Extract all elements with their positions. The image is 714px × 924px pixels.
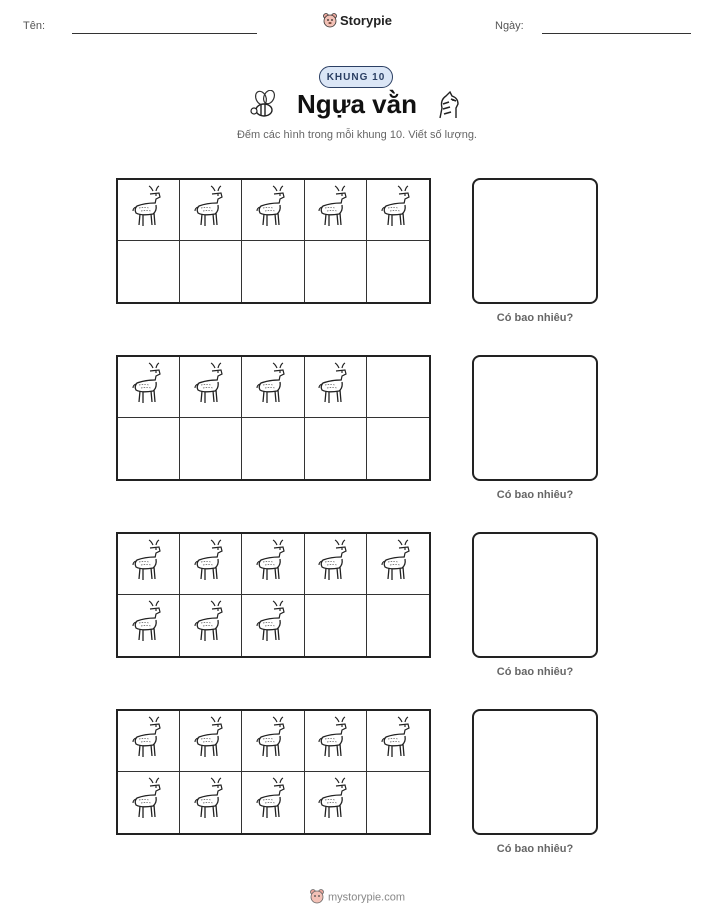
- antelope-icon: [315, 716, 355, 767]
- brand-logo: [0, 12, 714, 31]
- frame-cell: [242, 357, 304, 418]
- footer-bear-icon: [309, 888, 325, 907]
- frame-cell: [367, 534, 429, 595]
- frame-cell: [118, 357, 180, 418]
- question-label: Có bao nhiêu?: [496, 666, 574, 678]
- antelope-icon: [315, 539, 355, 590]
- ten-frame-4: [116, 709, 431, 835]
- page-title: Ngựa vằn: [297, 89, 417, 119]
- answer-box-4[interactable]: [472, 709, 598, 835]
- footer: [0, 888, 714, 907]
- antelope-icon: [191, 362, 231, 413]
- antelope-icon: [129, 716, 169, 767]
- frame-cell: [118, 241, 180, 302]
- frame-cell: [305, 595, 367, 656]
- frame-cell: [367, 772, 429, 833]
- instructions: Đếm các hình trong mỗi khung 10. Viết số lượng.: [236, 129, 477, 141]
- frame-cell: [180, 357, 242, 418]
- frame-cell: [180, 595, 242, 656]
- date-line[interactable]: [542, 33, 691, 34]
- question-label: Có bao nhiêu?: [496, 843, 574, 855]
- frame-cell: [180, 711, 242, 772]
- question-label: Có bao nhiêu?: [496, 312, 574, 324]
- frame-cell: [242, 534, 304, 595]
- frame-cell: [305, 241, 367, 302]
- antelope-icon: [378, 185, 418, 236]
- ten-frame-3: [116, 532, 431, 658]
- frame-cell: [305, 711, 367, 772]
- antelope-icon: [191, 539, 231, 590]
- frame-cell: [180, 772, 242, 833]
- frame-cell: [242, 241, 304, 302]
- footer-url: mystorypie.com: [327, 891, 406, 904]
- antelope-icon: [129, 777, 169, 828]
- frame-cell: [242, 711, 304, 772]
- frame-cell: [242, 418, 304, 479]
- antelope-icon: [253, 777, 293, 828]
- zebra-icon: [434, 90, 464, 127]
- frame-cell: [305, 534, 367, 595]
- frame-cell: [367, 418, 429, 479]
- question-label: Có bao nhiêu?: [496, 489, 574, 501]
- frame-cell: [305, 180, 367, 241]
- frame-cell: [242, 772, 304, 833]
- name-line[interactable]: [72, 33, 257, 34]
- antelope-icon: [253, 716, 293, 767]
- frame-cell: [305, 772, 367, 833]
- antelope-icon: [315, 185, 355, 236]
- antelope-icon: [129, 185, 169, 236]
- antelope-icon: [315, 362, 355, 413]
- answer-box-1[interactable]: [472, 178, 598, 304]
- brand-name: Storypie: [339, 12, 392, 28]
- antelope-icon: [191, 600, 231, 651]
- ten-frame-1: [116, 178, 431, 304]
- antelope-icon: [191, 185, 231, 236]
- frame-cell: [367, 595, 429, 656]
- antelope-icon: [129, 600, 169, 651]
- frame-cell: [180, 241, 242, 302]
- frame-cell: [367, 241, 429, 302]
- frame-cell: [118, 534, 180, 595]
- antelope-icon: [129, 362, 169, 413]
- frame-cell: [242, 595, 304, 656]
- antelope-icon: [253, 600, 293, 651]
- antelope-icon: [129, 539, 169, 590]
- frame-cell: [367, 357, 429, 418]
- answer-box-3[interactable]: [472, 532, 598, 658]
- antelope-icon: [253, 362, 293, 413]
- frame-cell: [180, 534, 242, 595]
- frame-cell: [118, 711, 180, 772]
- antelope-icon: [378, 539, 418, 590]
- antelope-icon: [191, 777, 231, 828]
- ten-frame-2: [116, 355, 431, 481]
- frame-cell: [242, 180, 304, 241]
- frame-cell: [118, 595, 180, 656]
- frame-cell: [367, 180, 429, 241]
- worksheet-badge: KHUNG 10: [319, 66, 393, 88]
- frame-cell: [180, 180, 242, 241]
- name-label: Tên:: [23, 20, 46, 32]
- frame-cell: [118, 772, 180, 833]
- frame-cell: [118, 180, 180, 241]
- frame-cell: [118, 418, 180, 479]
- date-label: Ngày:: [495, 20, 524, 32]
- bear-mascot-icon: [322, 12, 338, 31]
- frame-cell: [305, 418, 367, 479]
- frame-cell: [305, 357, 367, 418]
- antelope-icon: [378, 716, 418, 767]
- antelope-icon: [253, 539, 293, 590]
- antelope-icon: [191, 716, 231, 767]
- frame-cell: [180, 418, 242, 479]
- answer-box-2[interactable]: [472, 355, 598, 481]
- frame-cell: [367, 711, 429, 772]
- antelope-icon: [253, 185, 293, 236]
- antelope-icon: [315, 777, 355, 828]
